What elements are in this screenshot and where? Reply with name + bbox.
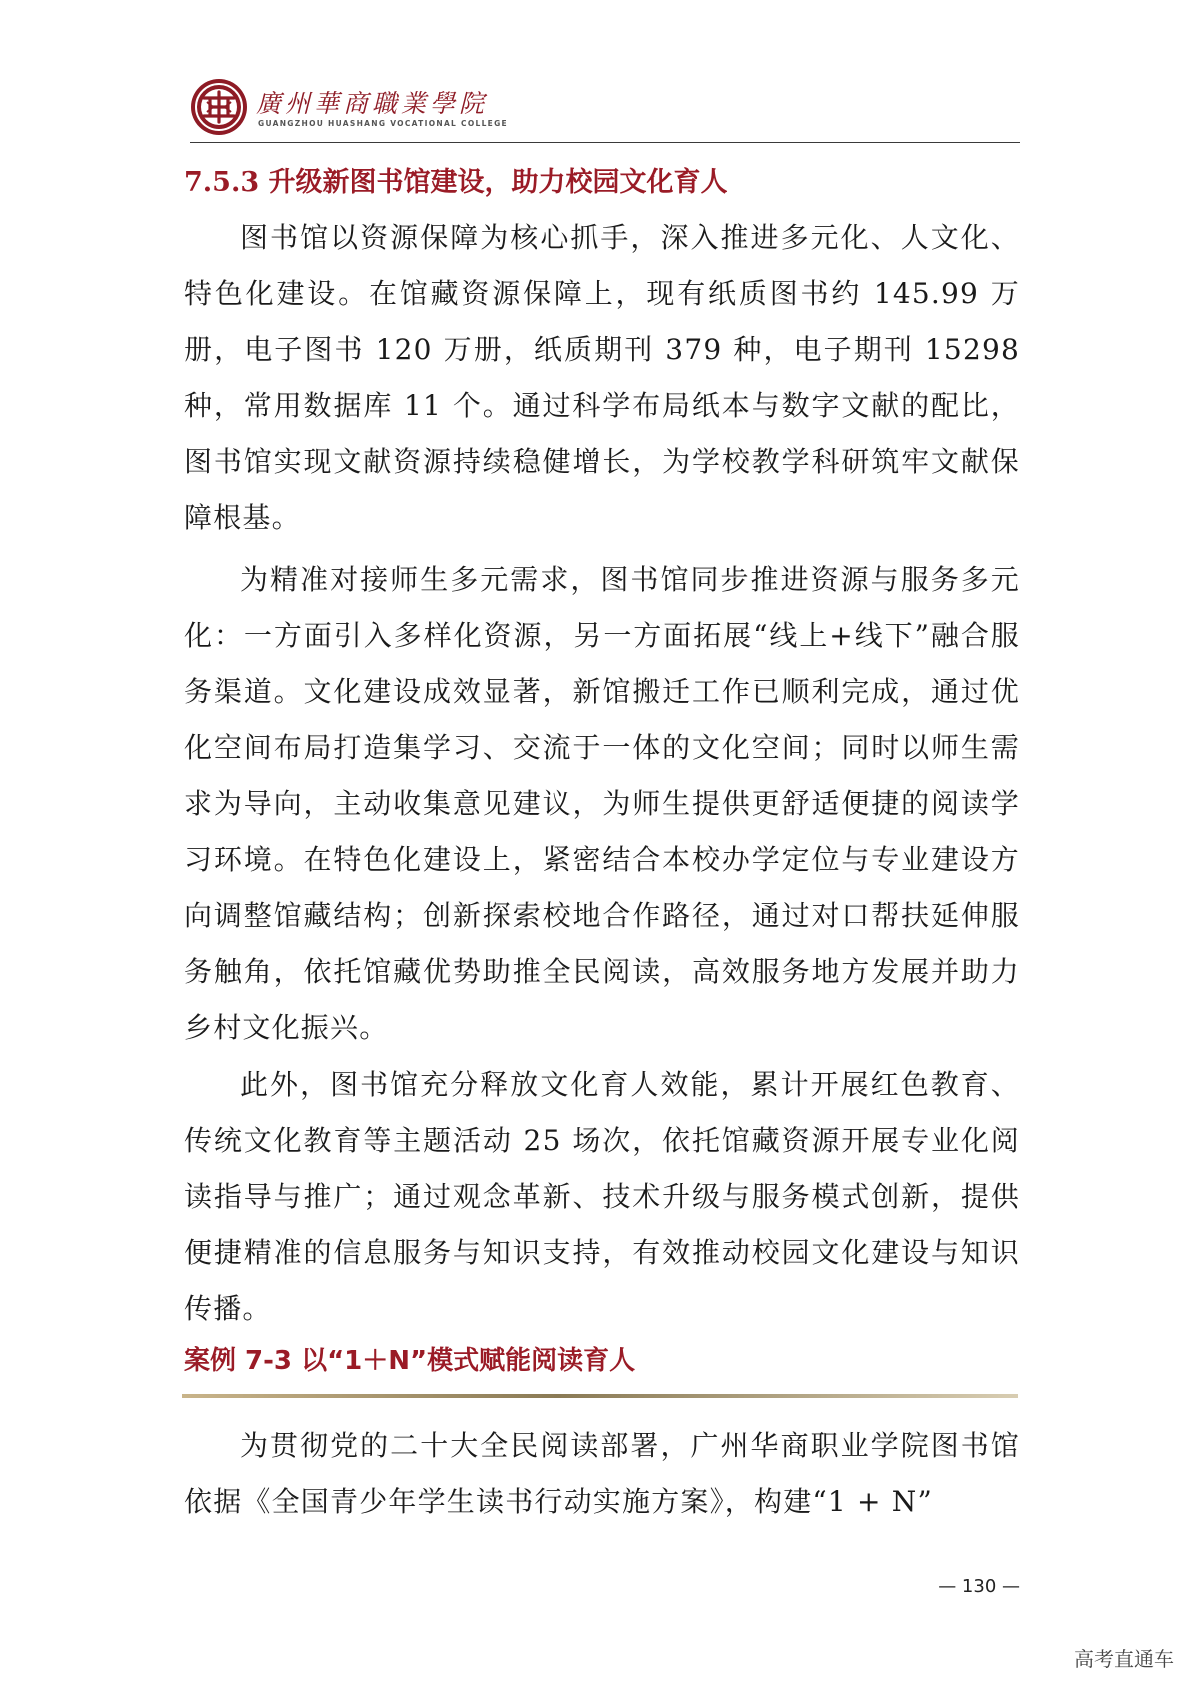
body-paragraph: 图书馆以资源保障为核心抓手，深入推进多元化、人文化、特色化建设。在馆藏资源保障上，现有纸质图书约 145.99 万册，电子图书 120 万册，纸质期刊 379 种，电子期刊 15298 种，常用数据库 11 个。通过科学布局纸本与数字文献的配比，图书馆实现文献资源持续稳健增长，为学校教学科研筑牢文献保障根基。 (184, 221, 1020, 534)
page-header (190, 78, 1020, 144)
college-name-cn: 廣州華商職業學院 (256, 89, 489, 118)
college-seal-icon (190, 78, 248, 136)
case-heading: 案例 7-3 以“1＋N”模式赋能阅读育人 (184, 1346, 636, 1376)
body-paragraph: 此外，图书馆充分释放文化育人效能，累计开展红色教育、传统文化教育等主题活动 25 场次，依托馆藏资源开展专业化阅读指导与推广；通过观念革新、技术升级与服务模式创新，提供便捷精准的信息服务与知识支持，有效推动校园文化建设与知识传播。 (184, 1068, 1020, 1325)
header-divider (190, 142, 1020, 143)
case-paragraph: 为贯彻党的二十大全民阅读部署，广州华商职业学院图书馆依据《全国青少年学生读书行动实施方案》，构建“1 + N” (184, 1429, 1020, 1518)
college-name-en: GUANGZHOU HUASHANG VOCATIONAL COLLEGE (258, 119, 508, 128)
body-paragraph-1-container (184, 210, 1020, 546)
body-paragraph: 为精准对接师生多元需求，图书馆同步推进资源与服务多元化：一方面引入多样化资源，另一方面拓展“线上+线下”融合服务渠道。文化建设成效显著，新馆搬迁工作已顺利完成，通过优化空间布局打造集学习、交流于一体的文化空间；同时以师生需求为导向，主动收集意见建议，为师生提供更舒适便捷的阅读学习环境。在特色化建设上，紧密结合本校办学定位与专业建设方向调整馆藏结构；创新探索校地合作路径，通过对口帮扶延伸服务触角，依托馆藏优势助推全民阅读，高效服务地方发展并助力乡村文化振兴。 (184, 563, 1020, 1044)
watermark: 高考直通车 (1074, 1647, 1174, 1671)
case-paragraph-container (184, 1418, 1020, 1530)
page-number: — 130 — (938, 1576, 1020, 1597)
section-heading: 7.5.3 升级新图书馆建设，助力校园文化育人 (184, 167, 728, 198)
body-paragraph-3-container (184, 1057, 1020, 1337)
body-paragraph-2-container (184, 552, 1020, 1056)
case-divider (182, 1394, 1018, 1398)
